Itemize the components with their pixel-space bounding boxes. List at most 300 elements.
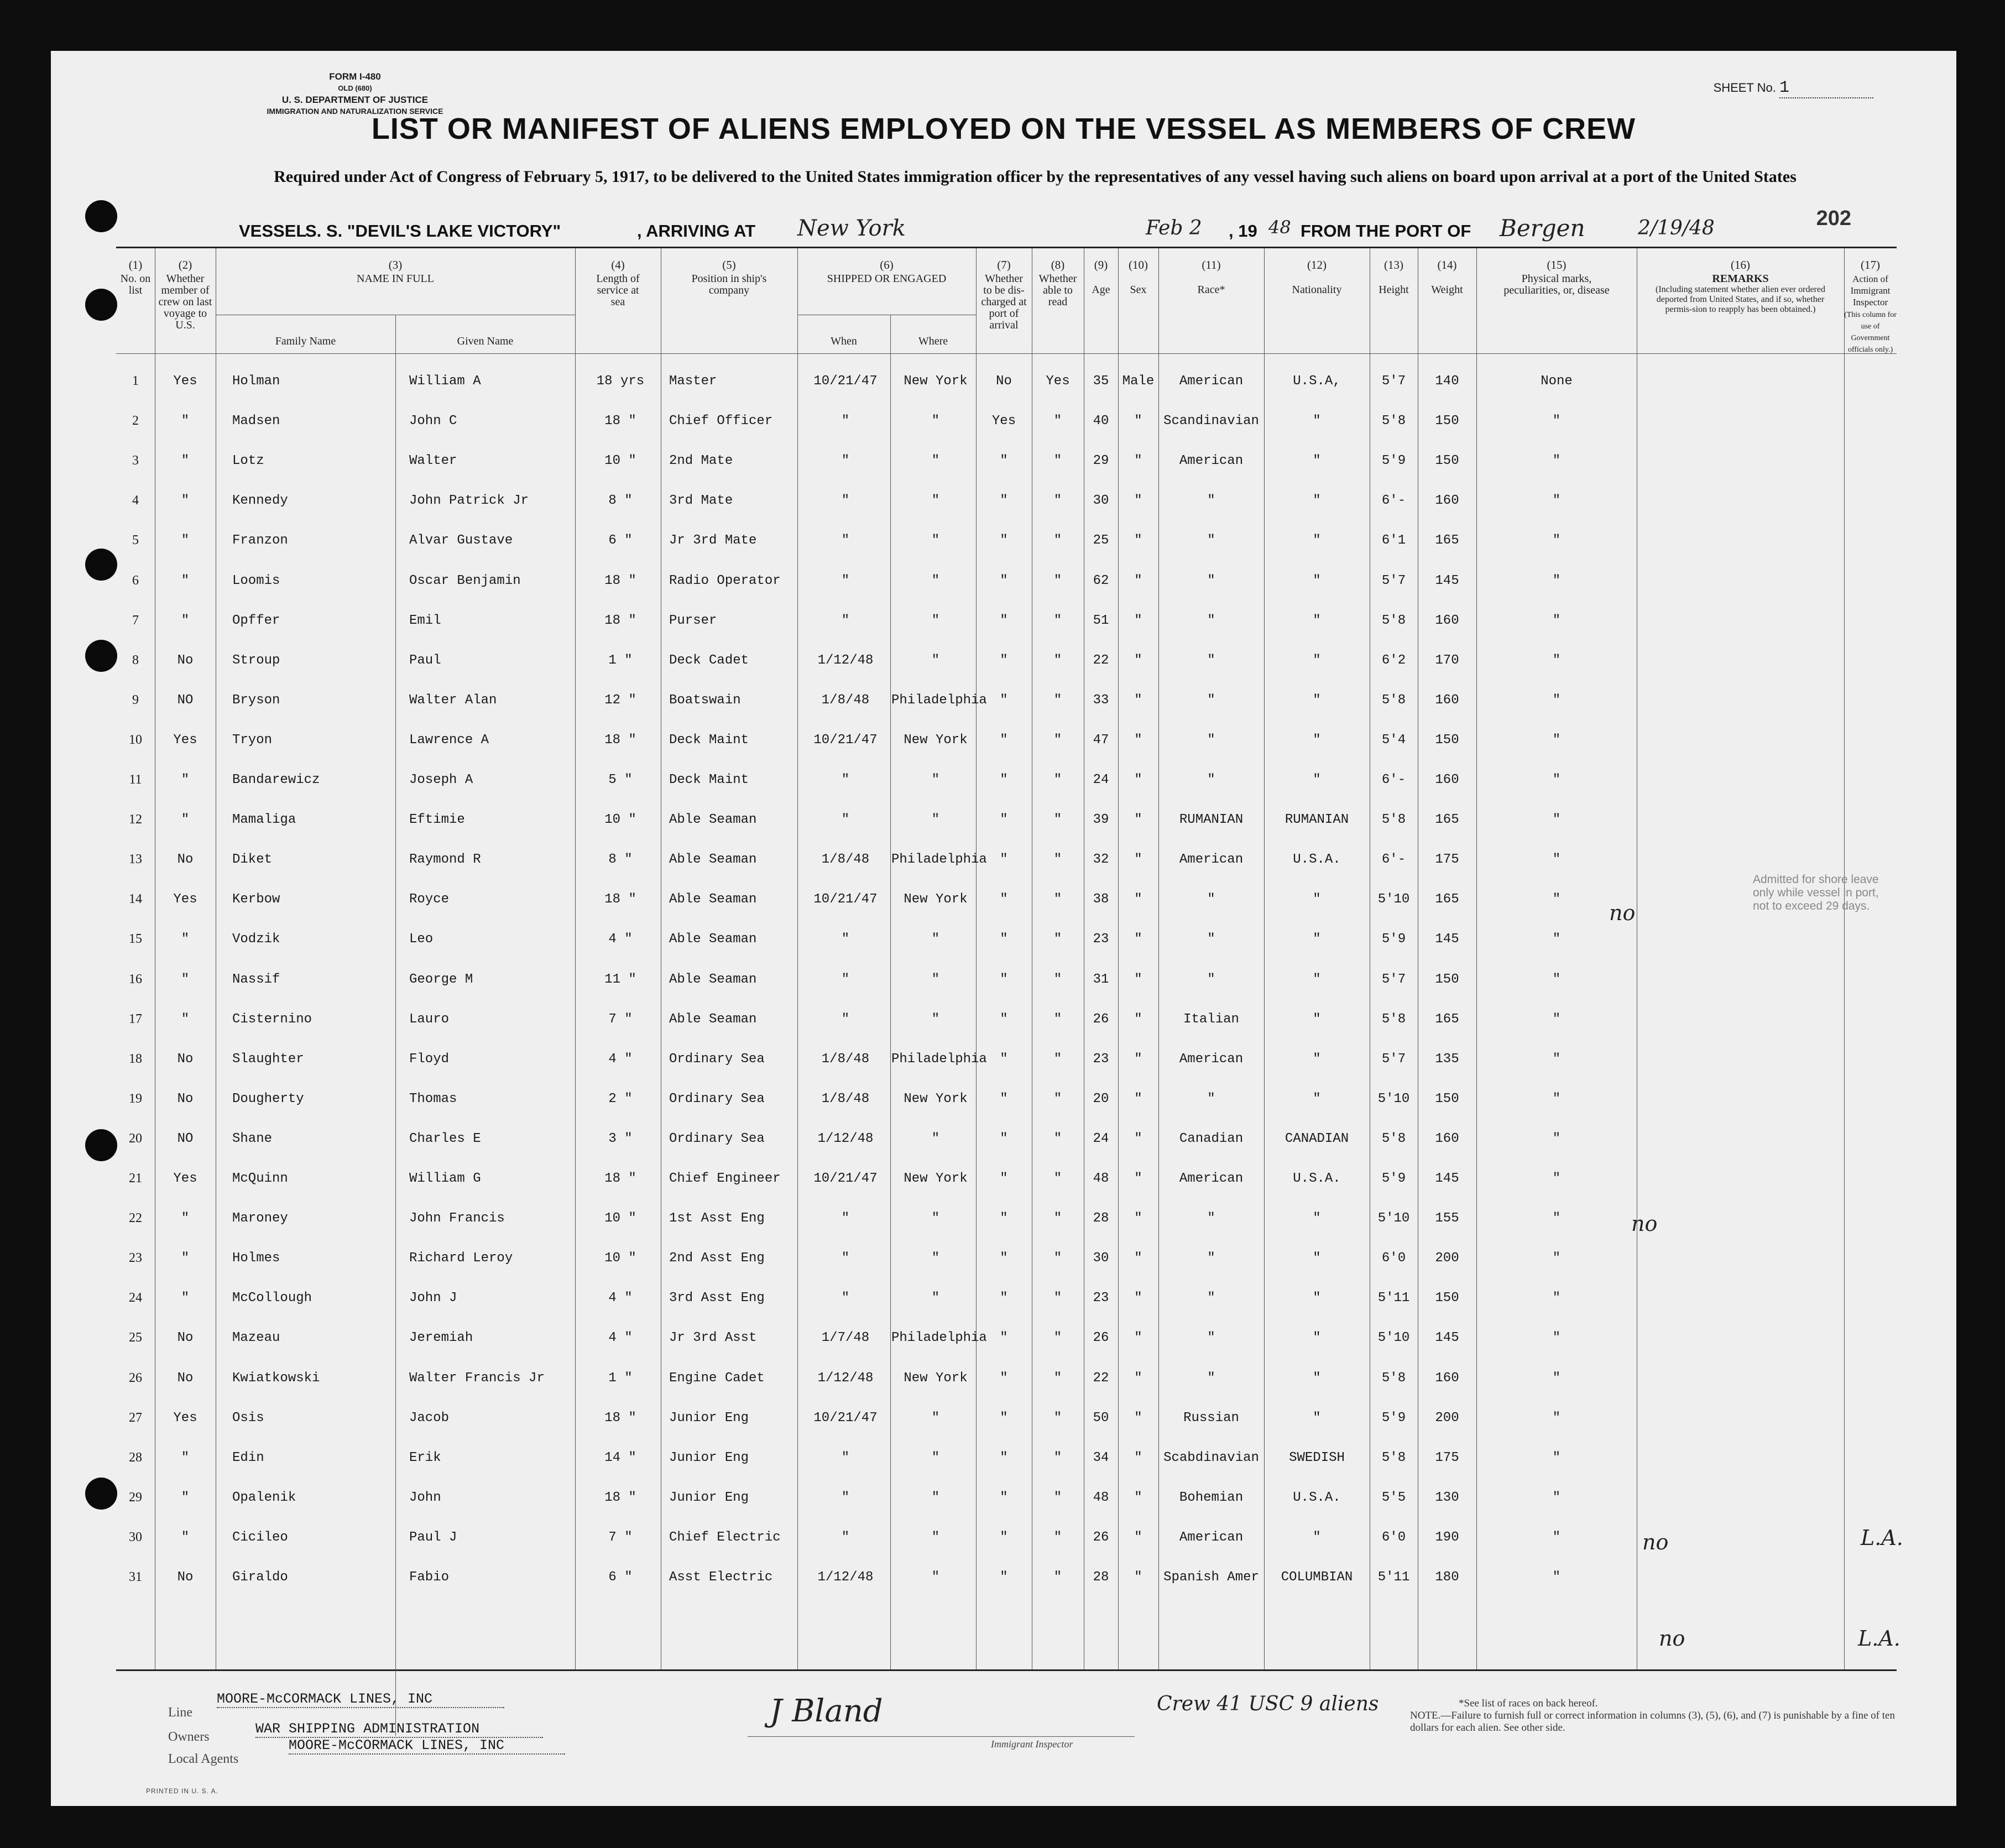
cell-where: Philadelphia [891,1051,987,1067]
col-shipped-header: (6) SHIPPED OR ENGAGED [827,258,947,285]
cell-nationality: " [1313,493,1321,509]
cell-discharge: " [1000,732,1008,748]
cell-service: 18 " [604,1410,636,1426]
cell-no: 11 [129,772,142,787]
cell-position: Master [669,374,717,389]
punch-hole [85,640,117,672]
cell-nationality: " [1313,1410,1321,1426]
page-subtitle: Required under Act of Congress of February 5, 1917, to be delivered to the United States immigration officer by the representatives of any vessel having such aliens on board upon arrival at a port of the United States [274,168,1797,186]
cell-marks: " [1552,493,1561,509]
cell-prev: Yes [173,1171,197,1186]
cell-where: Philadelphia [891,852,987,868]
cell-height: 5'8 [1381,613,1406,628]
cell-when: 10/21/47 [813,732,878,748]
manifest-sheet [51,51,1956,1806]
cell-family: Opalenik [232,1490,296,1505]
cell-family: Franzon [232,533,288,549]
cell-race: " [1207,652,1215,668]
table-row [116,1239,1897,1278]
cell-weight: 200 [1435,1251,1459,1266]
cell-read: " [1053,1529,1062,1545]
cell-marks: " [1552,414,1561,429]
cell-discharge: " [1000,652,1008,668]
form-old: OLD (680) [338,84,372,92]
cell-nationality: " [1313,1251,1321,1266]
cell-family: Cicileo [232,1529,288,1545]
cell-age: 22 [1093,652,1109,668]
cell-position: Ordinary Sea [669,1131,765,1146]
cell-service: 12 " [604,692,636,708]
penalty-note: NOTE.—Failure to furnish full or correct information in columns (3), (5), (6), and (7) is punishable by a fine of ten dollars for each alien. See other side. [1410,1710,1895,1734]
cell-nationality: " [1313,1011,1321,1027]
cell-read: " [1053,1211,1062,1226]
cell-position: Deck Maint [669,772,749,787]
cell-sex: " [1134,1529,1142,1545]
cell-when: " [841,1011,850,1027]
cell-service: 5 " [608,772,633,787]
cell-discharge: " [1000,1251,1008,1266]
cell-position: Able Seaman [669,932,757,947]
cell-height: 5'10 [1377,1330,1410,1346]
cell-nationality: " [1313,692,1321,708]
cell-position: 1st Asst Eng [669,1211,765,1226]
cell-read: " [1053,1410,1062,1426]
cell-service: 2 " [608,1091,633,1106]
cell-no: 25 [129,1330,142,1345]
cell-weight: 145 [1435,573,1459,588]
cell-nationality: " [1313,1051,1321,1067]
cell-service: 11 " [604,972,636,987]
cell-height: 5'8 [1381,1370,1406,1386]
cell-family: McQuinn [232,1171,288,1186]
cell-age: 62 [1093,573,1109,588]
cell-sex: " [1134,652,1142,668]
cell-sex: " [1134,1251,1142,1266]
cell-sex: " [1134,493,1142,509]
col-read-header: (8) Whether able to read [1038,258,1077,308]
cell-discharge: " [1000,1211,1008,1226]
cell-nationality: " [1313,972,1321,987]
cell-nationality: U.S.A, [1293,374,1341,389]
cell-service: 18 yrs [596,374,645,389]
cell-read: " [1053,414,1062,429]
col-marks-header: (15) Physical marks, peculiarities, or, disease [1503,258,1610,296]
cell-nationality: COLUMBIAN [1281,1570,1353,1585]
cell-marks: " [1552,1570,1561,1585]
cell-marks: " [1552,772,1561,787]
cell-no: 6 [132,573,139,588]
cell-prev: No [177,1051,194,1067]
cell-prev: No [177,652,194,668]
cell-where: New York [904,1171,968,1186]
table-row [116,840,1897,880]
cell-height: 5'8 [1381,414,1406,429]
cell-age: 23 [1093,1051,1109,1067]
cell-age: 48 [1093,1171,1109,1186]
cell-no: 26 [129,1370,142,1385]
cell-read: " [1053,772,1062,787]
cell-family: Holman [232,374,280,389]
cell-height: 5'9 [1381,1171,1406,1186]
cell-position: Deck Maint [669,732,749,748]
cell-age: 47 [1093,732,1109,748]
cell-marks: " [1552,972,1561,987]
manifest-footer [51,1677,1956,1804]
punch-hole [85,289,117,321]
cell-race: " [1207,692,1215,708]
cell-service: 18 " [604,573,636,588]
cell-age: 40 [1093,414,1109,429]
cell-height: 5'8 [1381,1131,1406,1146]
cell-family: Lotz [232,453,264,469]
col-discharge-header: (7) Whether to be dis-charged at port of arrival [981,258,1027,331]
cell-family: Opffer [232,613,280,628]
cell-given: George M [409,972,473,987]
col-prev-voyage-header: (2) Whether member of crew on last voyage to U.S. [158,258,212,331]
cell-no: 13 [129,852,142,867]
cell-when: " [841,1291,850,1306]
cell-where: " [931,533,940,549]
cell-weight: 155 [1435,1211,1459,1226]
cell-weight: 145 [1435,1330,1459,1346]
cell-family: Stroup [232,652,280,668]
cell-given: Erik [409,1450,441,1465]
cell-where: New York [904,1091,968,1106]
cell-service: 6 " [608,1570,633,1585]
cell-sex: " [1134,453,1142,469]
cell-age: 30 [1093,1251,1109,1266]
table-row [116,800,1897,840]
cell-discharge: " [1000,1091,1008,1106]
cell-height: 5'9 [1381,932,1406,947]
cell-when: " [841,613,850,628]
cell-prev: " [181,812,190,828]
cell-when: " [841,533,850,549]
cell-marks: " [1552,613,1561,628]
cell-read: Yes [1046,374,1070,389]
cell-age: 35 [1093,374,1109,389]
cell-discharge: " [1000,1330,1008,1346]
cell-where: " [931,812,940,828]
table-row [116,1119,1897,1159]
cell-weight: 150 [1435,453,1459,469]
cell-sex: " [1134,1211,1142,1226]
cell-sex: " [1134,972,1142,987]
cell-position: Able Seaman [669,812,757,828]
cell-when: 1/8/48 [821,852,870,868]
cell-service: 10 " [604,1211,636,1226]
cell-discharge: " [1000,1370,1008,1386]
cell-discharge: " [1000,1171,1008,1186]
owners-value: WAR SHIPPING ADMINISTRATION [255,1721,543,1738]
cell-sex: " [1134,1011,1142,1027]
table-row [116,681,1897,721]
cell-where: " [931,1410,940,1426]
cell-given: William G [409,1171,481,1186]
cell-marks: " [1552,453,1561,469]
cell-family: McCollough [232,1291,312,1306]
cell-position: Jr 3rd Mate [669,533,757,549]
printed-in-usa: PRINTED IN U. S. A. [146,1787,219,1795]
line-value: MOORE-McCORMACK LINES, INC [217,1691,504,1708]
cell-discharge: " [1000,533,1008,549]
cell-when: " [841,453,850,469]
cell-marks: " [1552,1211,1561,1226]
cell-no: 10 [129,732,142,747]
cell-prev: " [181,573,190,588]
cell-read: " [1053,812,1062,828]
cell-position: 2nd Mate [669,453,733,469]
cell-service: 18 " [604,892,636,907]
cell-marks: " [1552,1529,1561,1545]
cell-no: 12 [129,812,142,827]
cell-marks: " [1552,692,1561,708]
cell-read: " [1053,692,1062,708]
cell-weight: 175 [1435,1450,1459,1465]
cell-given: Eftimie [409,812,465,828]
vessel-name: S. S. "DEVIL'S LAKE VICTORY" [305,221,561,241]
remark-mark-row31: no [1659,1626,1685,1651]
cell-read: " [1053,1011,1062,1027]
cell-age: 39 [1093,812,1109,828]
table-row [116,1000,1897,1040]
cell-position: 3rd Mate [669,493,733,509]
cell-given: Floyd [409,1051,450,1067]
cell-family: Shane [232,1131,273,1146]
cell-no: 23 [129,1251,142,1266]
table-row [116,1318,1897,1358]
cell-age: 33 [1093,692,1109,708]
cell-sex: " [1134,533,1142,549]
cell-marks: " [1552,852,1561,868]
cell-when: " [841,1251,850,1266]
cell-race: " [1207,732,1215,748]
cell-no: 31 [129,1570,142,1584]
cell-no: 27 [129,1410,142,1425]
cell-nationality: " [1313,732,1321,748]
cell-weight: 160 [1435,493,1459,509]
cell-given: Oscar Benjamin [409,573,521,588]
cell-marks: " [1552,1011,1561,1027]
cell-position: Engine Cadet [669,1370,765,1386]
cell-where: " [931,1011,940,1027]
col-name-header: (3) NAME IN FULL [357,258,434,285]
line-label: Line [168,1705,192,1720]
cell-prev: Yes [173,374,197,389]
cell-service: 18 " [604,1171,636,1186]
cell-sex: " [1134,692,1142,708]
cell-when: 1/12/48 [817,1570,874,1585]
cell-race: American [1179,852,1244,868]
cell-given: Fabio [409,1570,450,1585]
from-date: 2/19/48 [1638,217,1715,239]
cell-given: Leo [409,932,434,947]
col-weight-header: (14) Weight [1431,258,1463,296]
cell-service: 1 " [608,1370,633,1386]
cell-marks: " [1552,1091,1561,1106]
table-row [116,521,1897,561]
cell-family: Dougherty [232,1091,304,1106]
cell-height: 6'2 [1381,652,1406,668]
cell-race: " [1207,1251,1215,1266]
cell-service: 4 " [608,1051,633,1067]
cell-where: " [931,613,940,628]
cell-no: 28 [129,1450,142,1465]
cell-height: 5'11 [1377,1291,1410,1306]
cell-prev: Yes [173,732,197,748]
cell-race: American [1179,1171,1244,1186]
cell-read: " [1053,493,1062,509]
cell-discharge: " [1000,1011,1008,1027]
sheet-number [1714,79,1873,98]
cell-weight: 135 [1435,1051,1459,1067]
cell-position: Jr 3rd Asst [669,1330,757,1346]
table-row [116,1398,1897,1438]
cell-height: 6'0 [1381,1529,1406,1545]
cell-weight: 160 [1435,692,1459,708]
cell-height: 5'9 [1381,453,1406,469]
cell-marks: " [1552,732,1561,748]
cell-height: 5'7 [1381,972,1406,987]
from-port-label: FROM THE PORT OF [1301,221,1471,241]
cell-family: Bandarewicz [232,772,320,787]
cell-read: " [1053,1171,1062,1186]
cell-height: 6'- [1381,852,1406,868]
cell-where: " [931,573,940,588]
cell-nationality: " [1313,1211,1321,1226]
cell-position: 2nd Asst Eng [669,1251,765,1266]
cell-race: Bohemian [1179,1490,1244,1505]
cell-age: 29 [1093,453,1109,469]
cell-weight: 170 [1435,652,1459,668]
cell-age: 30 [1093,493,1109,509]
cell-service: 4 " [608,932,633,947]
cell-height: 5'10 [1377,1091,1410,1106]
cell-no: 30 [129,1529,142,1544]
cell-marks: None [1541,374,1573,389]
table-row [116,1438,1897,1478]
col-age-header: (9) Age [1092,258,1110,296]
table-row [116,1079,1897,1119]
cell-no: 14 [129,892,142,907]
cell-nationality: RUMANIAN [1285,812,1349,828]
col-given-name-header: Given Name [457,335,514,347]
cell-where: Philadelphia [891,1330,987,1346]
cell-sex: " [1134,1570,1142,1585]
cell-no: 16 [129,972,142,986]
cell-age: 24 [1093,1131,1109,1146]
col-sex-header: (10) Sex [1129,258,1148,296]
cell-nationality: " [1313,1370,1321,1386]
remark-mark-row28: no [1642,1530,1669,1554]
cell-read: " [1053,1051,1062,1067]
cell-no: 18 [129,1051,142,1066]
cell-prev: No [177,1091,194,1106]
cell-given: John Francis [409,1211,505,1226]
cell-sex: " [1134,573,1142,588]
cell-no: 24 [129,1291,142,1306]
punch-hole [85,549,117,581]
cell-no: 19 [129,1091,142,1106]
cell-race: " [1207,573,1215,588]
col-action-header: (17) Action of Immigrant Inspector (This column for use of Government officials only.) [1844,258,1897,354]
cell-sex: " [1134,812,1142,828]
cell-position: Deck Cadet [669,652,749,668]
cell-given: Royce [409,892,450,907]
cell-position: Boatswain [669,692,741,708]
cell-service: 14 " [604,1450,636,1465]
cell-where: " [931,972,940,987]
cell-family: Slaughter [232,1051,304,1067]
cell-race: Scandinavian [1163,414,1259,429]
cell-no: 5 [132,533,139,548]
cell-family: Mazeau [232,1330,280,1346]
cell-nationality: U.S.A. [1293,852,1341,868]
cell-service: 4 " [608,1291,633,1306]
cell-when: " [841,812,850,828]
table-row [116,1478,1897,1518]
cell-read: " [1053,1330,1062,1346]
table-row [116,481,1897,521]
cell-age: 38 [1093,892,1109,907]
cell-weight: 150 [1435,414,1459,429]
cell-given: Raymond R [409,852,481,868]
cell-service: 1 " [608,652,633,668]
cell-given: Joseph A [409,772,473,787]
cell-race: " [1207,1291,1215,1306]
cell-marks: " [1552,1131,1561,1146]
cell-age: 26 [1093,1529,1109,1545]
cell-marks: " [1552,892,1561,907]
cell-age: 26 [1093,1011,1109,1027]
cell-weight: 160 [1435,1370,1459,1386]
cell-nationality: " [1313,573,1321,588]
col-position-header: (5) Position in ship's company [691,258,767,296]
cell-no: 4 [132,493,139,508]
cell-sex: " [1134,613,1142,628]
form-service: IMMIGRATION AND NATURALIZATION SERVICE [267,107,443,116]
cell-family: Osis [232,1410,264,1426]
cell-height: 5'10 [1377,1211,1410,1226]
cell-prev: " [181,1011,190,1027]
cell-sex: " [1134,932,1142,947]
cell-prev: " [181,1450,190,1465]
cell-when: " [841,932,850,947]
cell-when: " [841,573,850,588]
from-port: Bergen [1500,215,1585,242]
cell-given: Lauro [409,1011,450,1027]
cell-where: " [931,414,940,429]
cell-height: 5'7 [1381,573,1406,588]
cell-family: Madsen [232,414,280,429]
cell-weight: 165 [1435,533,1459,549]
cell-where: New York [904,374,968,389]
cell-discharge: " [1000,892,1008,907]
sheet-label: SHEET No. [1713,81,1776,95]
cell-no: 1 [132,374,139,388]
cell-race: Russian [1183,1410,1239,1426]
cell-where: New York [904,732,968,748]
cell-sex: " [1134,1410,1142,1426]
cell-no: 20 [129,1131,142,1146]
cell-race: Italian [1183,1011,1239,1027]
crew-count-note: Crew 41 USC 9 aliens [1157,1693,1379,1715]
cell-when: 10/21/47 [813,892,878,907]
col-when-header: When [831,335,857,347]
cell-no: 9 [132,692,139,707]
cell-family: Holmes [232,1251,280,1266]
cell-prev: " [181,1529,190,1545]
